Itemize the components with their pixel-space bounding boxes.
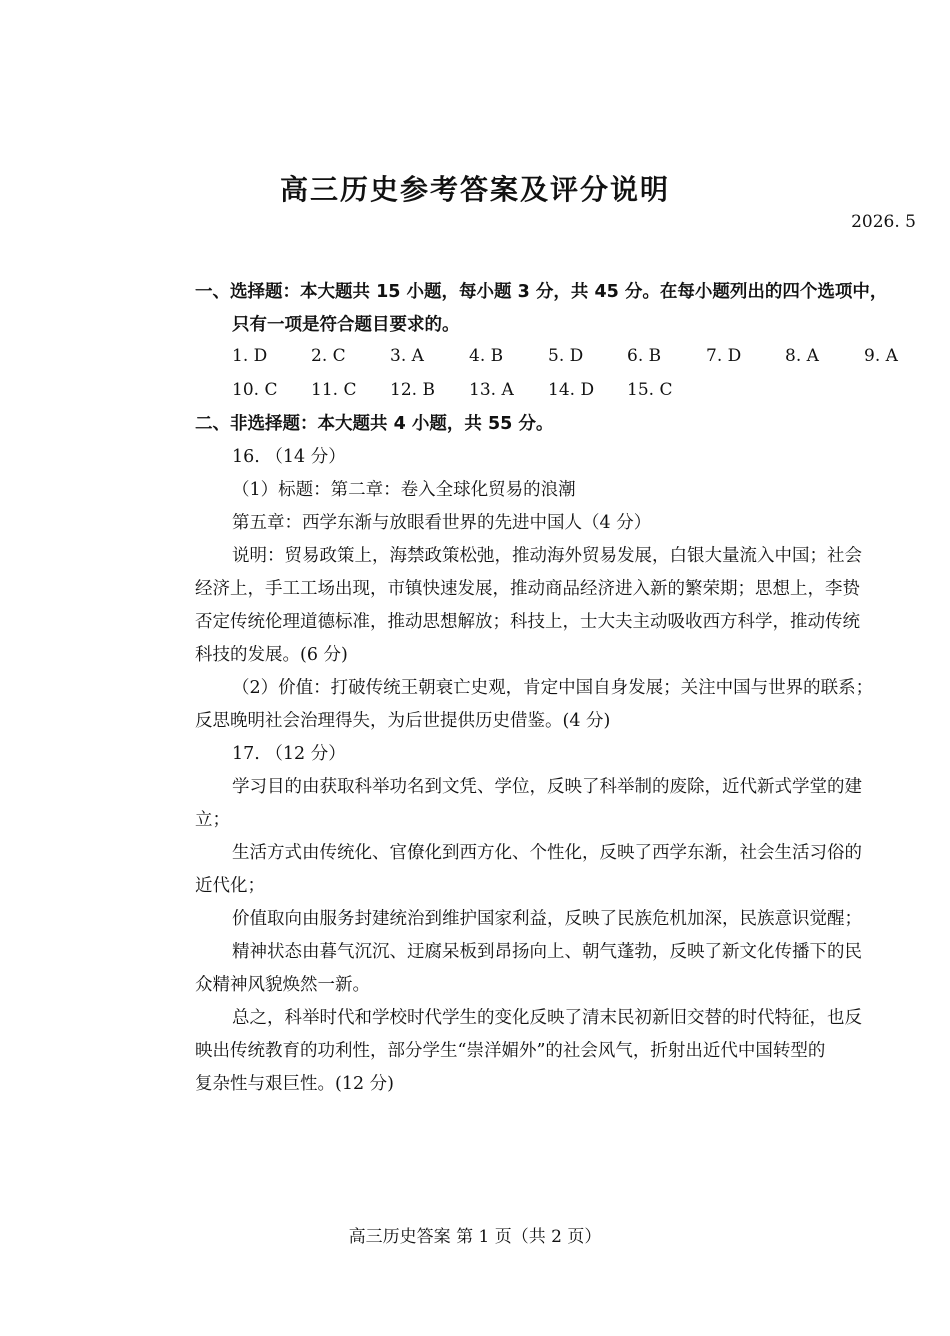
page-footer: 高三历史答案 第 1 页（共 2 页） — [348, 1227, 602, 1247]
answer-item: 3. A — [390, 346, 424, 366]
q16-explanation-line: 经济上，手工工场出现，市镇快速发展，推动商品经济进入新的繁荣期；思想上，李贽 — [195, 579, 860, 599]
section2-heading: 二、非选择题：本大题共 4 小题，共 55 分。 — [195, 414, 554, 434]
document-title: 高三历史参考答案及评分说明 — [279, 173, 670, 206]
answer-item: 4. B — [469, 346, 504, 366]
answer-item: 13. A — [469, 380, 514, 400]
answer-item: 7. D — [706, 346, 742, 366]
answer-item: 6. B — [627, 346, 662, 366]
section1-heading-line1: 一、选择题：本大题共 15 小题，每小题 3 分，共 45 分。在每小题列出的四个选项中， — [195, 282, 888, 302]
q17-summary-line: 复杂性与艰巨性。(12 分) — [195, 1074, 394, 1094]
answer-item: 8. A — [785, 346, 819, 366]
q17-answer-line: 众精神风貌焕然一新。 — [195, 975, 370, 995]
q16-explanation-line: 说明：贸易政策上，海禁政策松弛，推动海外贸易发展，白银大量流入中国；社会 — [232, 546, 862, 566]
q17-answer-line: 价值取向由服务封建统治到维护国家利益，反映了民族危机加深，民族意识觉醒； — [232, 909, 862, 929]
answer-item: 14. D — [548, 380, 595, 400]
answer-item: 5. D — [548, 346, 584, 366]
question-16-header: 16. （14 分） — [232, 447, 346, 467]
q17-answer-line: 生活方式由传统化、官僚化到西方化、个性化，反映了西学东渐，社会生活习俗的 — [232, 843, 862, 863]
q16-part1-title: （1）标题：第二章：卷入全球化贸易的浪潮 — [232, 480, 576, 500]
answer-item: 1. D — [232, 346, 268, 366]
q17-summary-line: 总之，科举时代和学校时代学生的变化反映了清末民初新旧交替的时代特征，也反 — [232, 1008, 862, 1028]
q16-explanation-line: 否定传统伦理道德标准，推动思想解放；科技上，士大夫主动吸收西方科学，推动传统 — [195, 612, 860, 632]
q17-answer-line: 学习目的由获取科举功名到文凭、学位，反映了科举制的废除，近代新式学堂的建 — [232, 777, 862, 797]
document-date: 2026. 5 — [851, 212, 916, 232]
answer-item: 15. C — [627, 380, 673, 400]
answer-item: 12. B — [390, 380, 435, 400]
answer-item: 10. C — [232, 380, 278, 400]
answer-item: 9. A — [864, 346, 898, 366]
answer-item: 2. C — [311, 346, 346, 366]
question-17-header: 17. （12 分） — [232, 744, 346, 764]
q16-part2-line: 反思晚明社会治理得失，为后世提供历史借鉴。(4 分) — [195, 711, 611, 731]
q16-part2-line: （2）价值：打破传统王朝衰亡史观，肯定中国自身发展；关注中国与世界的联系； — [232, 678, 874, 698]
answer-item: 11. C — [311, 380, 357, 400]
q16-part1-title-cont: 第五章：西学东渐与放眼看世界的先进中国人（4 分） — [232, 513, 652, 533]
q16-explanation-line: 科技的发展。(6 分) — [195, 645, 348, 665]
section1-heading-line2: 只有一项是符合题目要求的。 — [232, 315, 460, 335]
q17-summary-line: 映出传统教育的功利性，部分学生“崇洋媚外”的社会风气，折射出近代中国转型的 — [195, 1041, 826, 1061]
q17-answer-line: 立； — [195, 810, 230, 830]
q17-answer-line: 精神状态由暮气沉沉、迂腐呆板到昂扬向上、朝气蓬勃，反映了新文化传播下的民 — [232, 942, 862, 962]
q17-answer-line: 近代化； — [195, 876, 265, 896]
